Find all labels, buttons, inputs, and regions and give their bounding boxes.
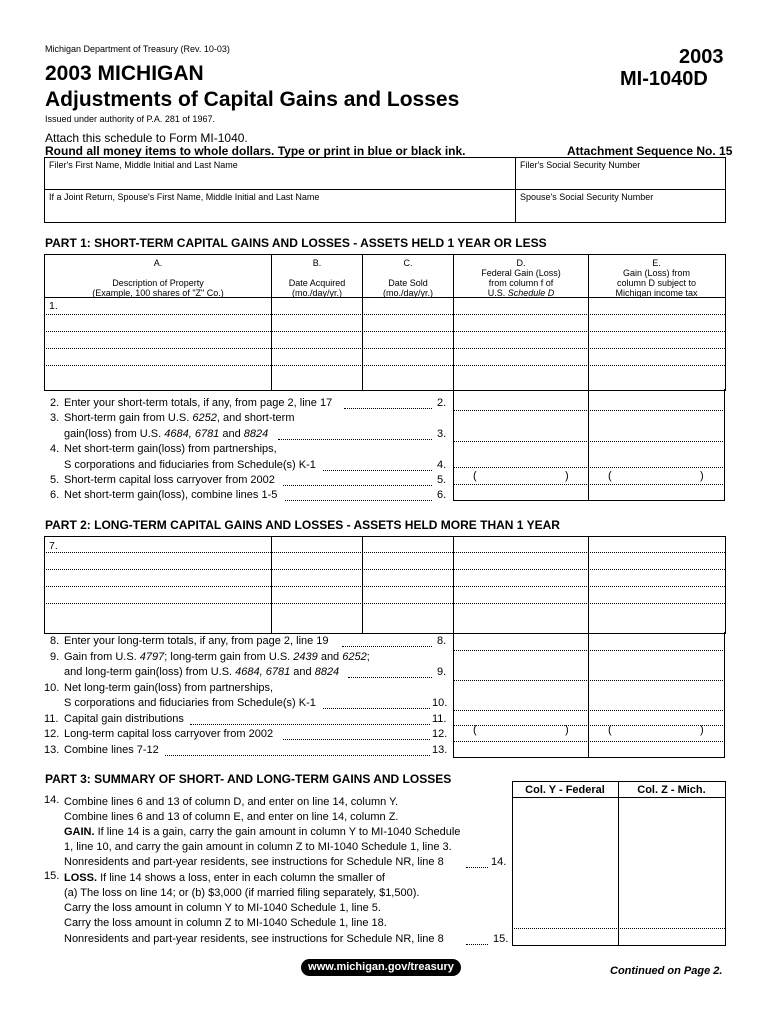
line4-label-a: Net short-term gain(loss) from partnerships, [64, 443, 277, 455]
line14-number: 14. [44, 794, 60, 806]
line5-d-paren-close: ) [565, 470, 569, 482]
line8-ref: 8. [437, 635, 447, 647]
part2-title: PART 2: LONG-TERM CAPITAL GAINS AND LOSSES - ASSETS HELD MORE THAN 1 YEAR [45, 518, 560, 532]
line11-label: Capital gain distributions [64, 713, 184, 725]
col-d-header: D. Federal Gain (Loss) from column f of U.S. Schedule D [481, 258, 561, 298]
line2-label: Enter your short-term totals, if any, from page 2, line 17 [64, 397, 333, 409]
line15-label-a: LOSS. If line 14 shows a loss, enter in each column the smaller of [64, 872, 385, 884]
line11-ref: 11. [432, 713, 447, 725]
part2-entry-rows[interactable] [46, 537, 723, 631]
part1-col-d-entries[interactable] [455, 390, 586, 499]
col-y-entries[interactable] [514, 799, 617, 943]
line12-d-paren-open: ( [473, 724, 477, 736]
row1-label: 1. [49, 300, 58, 312]
line15-number: 15. [44, 870, 60, 882]
line12-d-paren-close: ) [565, 724, 569, 736]
filer-ssn-label: Filer's Social Security Number [520, 160, 641, 170]
line14-label-e: Nonresidents and part-year residents, see instructions for Schedule NR, line 8 [64, 856, 444, 868]
line5-e-paren-open: ( [608, 470, 612, 482]
line9-ref: 9. [437, 666, 447, 678]
line14-label-c: GAIN. If line 14 is a gain, carry the gain amount in column Y to MI-1040 Schedule [64, 826, 461, 838]
line2-number: 2. [50, 397, 60, 409]
filer-name-label: Filer's First Name, Middle Initial and Last Name [49, 160, 238, 170]
line13-label: Combine lines 7-12 [64, 744, 159, 756]
spouse-ssn-field[interactable] [517, 203, 723, 220]
col-b-header: B. Date Acquired (mo./day/yr.) [288, 258, 346, 298]
line3-ref: 3. [437, 428, 447, 440]
line13-number: 13. [44, 744, 60, 756]
part2-col-d-entries[interactable] [455, 633, 586, 756]
line6-ref: 6. [437, 489, 447, 501]
form-title-line1: 2003 MICHIGAN [45, 62, 204, 85]
continued-note: Continued on Page 2. [610, 965, 723, 977]
line5-d-paren-open: ( [473, 470, 477, 482]
line10-number: 10. [44, 682, 60, 694]
line13-ref: 13. [432, 744, 448, 756]
spouse-ssn-label: Spouse's Social Security Number [520, 192, 654, 202]
part1-entry-rows[interactable] [46, 299, 723, 388]
form-title-line2: Adjustments of Capital Gains and Losses [45, 88, 460, 111]
line2-ref: 2. [437, 397, 447, 409]
attach-instruction: Attach this schedule to Form MI-1040. [45, 131, 248, 145]
col-c-header: C. Date Sold (mo./day/yr.) [382, 258, 433, 298]
line14-label-d: 1, line 10, and carry the gain amount in column Z to MI-1040 Schedule 1, line 3. [64, 841, 452, 853]
line5-e-paren-close: ) [700, 470, 704, 482]
line10-ref: 10. [432, 697, 448, 709]
line14-label-b: Combine lines 6 and 13 of column E, and enter on line 14, column Z. [64, 811, 399, 823]
treasury-url-link[interactable]: www.michigan.gov/treasury [301, 959, 461, 976]
line14-label-a: Combine lines 6 and 13 of column D, and enter on line 14, column Y. [64, 796, 399, 808]
col-e-header: E. Gain (Loss) from column D subject to Michigan income tax [615, 258, 698, 298]
authority-line: Issued under authority of P.A. 281 of 1967. [45, 114, 215, 124]
line6-label: Net short-term gain(loss), combine lines 1-5 [64, 489, 278, 501]
line15-label-d: Carry the loss amount in column Z to MI-1040 Schedule 1, line 18. [64, 917, 387, 929]
filer-ssn-field[interactable] [517, 171, 723, 188]
round-instruction: Round all money items to whole dollars. Type or print in blue or black ink. [45, 144, 466, 158]
line3-number: 3. [50, 412, 60, 424]
form-id: MI-1040D [620, 68, 708, 90]
line10-label-b: S corporations and fiduciaries from Schedule(s) K-1 [64, 697, 316, 709]
line12-e-paren-close: ) [700, 724, 704, 736]
form-year: 2003 [679, 46, 724, 68]
line12-label: Long-term capital loss carryover from 2002 [64, 728, 274, 740]
col-z-entries[interactable] [620, 799, 723, 943]
line15-label-c: Carry the loss amount in column Y to MI-1040 Schedule 1, line 5. [64, 902, 381, 914]
line4-number: 4. [50, 443, 60, 455]
line5-ref: 5. [437, 474, 447, 486]
line9-label-b: and long-term gain(loss) from U.S. 4684, 6781 and 8824 [64, 666, 340, 678]
line6-number: 6. [50, 489, 60, 501]
line3-label-b: gain(loss) from U.S. 4684, 6781 and 8824 [64, 428, 269, 440]
line15-ref: 15. [493, 933, 509, 945]
line12-ref: 12. [432, 728, 448, 740]
part1-title: PART 1: SHORT-TERM CAPITAL GAINS AND LOSSES - ASSETS HELD 1 YEAR OR LESS [45, 236, 547, 250]
line4-ref: 4. [437, 459, 447, 471]
line3-label-a: Short-term gain from U.S. 6252, and short-term [64, 412, 295, 424]
col-y-header: Col. Y - Federal [525, 784, 605, 796]
spouse-name-field[interactable] [46, 203, 513, 220]
line8-number: 8. [50, 635, 60, 647]
line5-number: 5. [50, 474, 60, 486]
line15-label-e: Nonresidents and part-year residents, see instructions for Schedule NR, line 8 [64, 933, 444, 945]
line4-label-b: S corporations and fiduciaries from Schedule(s) K-1 [64, 459, 316, 471]
col-z-header: Col. Z - Mich. [637, 784, 706, 796]
part2-col-e-entries[interactable] [590, 633, 723, 756]
line9-number: 9. [50, 651, 60, 663]
line11-number: 11. [44, 713, 59, 725]
col-a-header: A. Description of Property (Example, 100 shares of "Z" Co.) [92, 258, 224, 298]
part3-title: PART 3: SUMMARY OF SHORT- AND LONG-TERM GAINS AND LOSSES [45, 772, 452, 786]
filer-name-field[interactable] [46, 171, 513, 188]
line9-label-a: Gain from U.S. 4797; long-term gain from U.S. 2439 and 6252; [64, 651, 370, 663]
attachment-sequence: Attachment Sequence No. 15 [567, 144, 733, 158]
part1-col-e-entries[interactable] [590, 390, 723, 499]
line15-label-b: (a) The loss on line 14; or (b) $3,000 (if married filing separately, $1,500). [64, 887, 420, 899]
line8-label: Enter your long-term totals, if any, from page 2, line 19 [64, 635, 329, 647]
spouse-name-label: If a Joint Return, Spouse's First Name, Middle Initial and Last Name [49, 192, 320, 202]
line10-label-a: Net long-term gain(loss) from partnerships, [64, 682, 274, 694]
row7-label: 7. [49, 540, 58, 552]
line5-label: Short-term capital loss carryover from 2002 [64, 474, 275, 486]
agency-line: Michigan Department of Treasury (Rev. 10-03) [45, 44, 230, 54]
line12-number: 12. [44, 728, 60, 740]
line14-ref: 14. [491, 856, 507, 868]
line12-e-paren-open: ( [608, 724, 612, 736]
